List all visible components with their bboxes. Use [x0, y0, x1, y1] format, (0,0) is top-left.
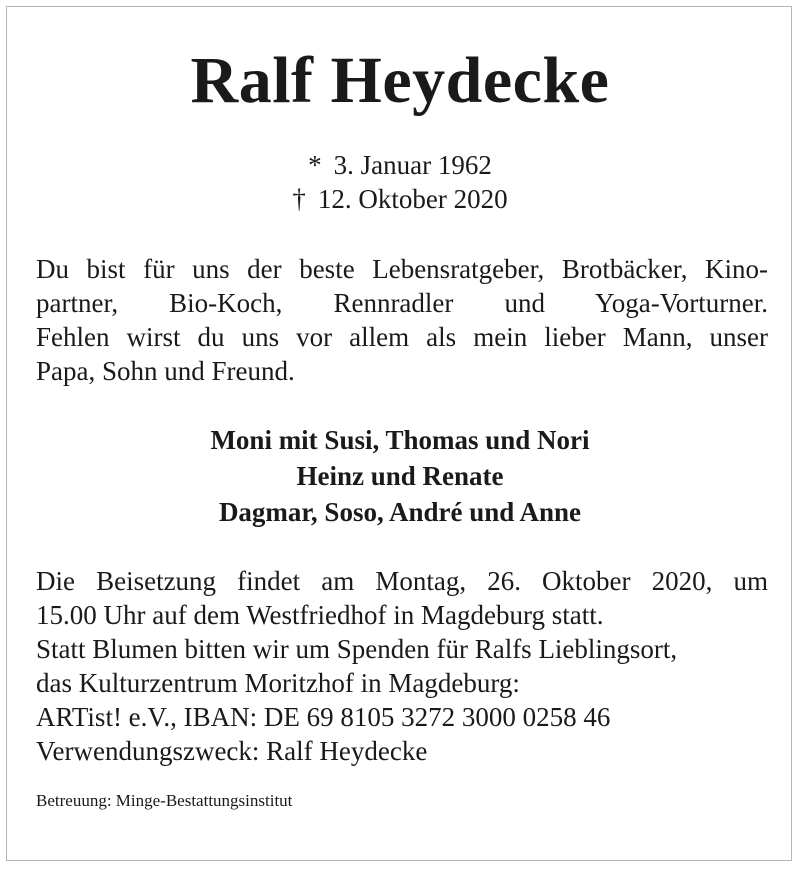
- funeral-line: 15.00 Uhr auf dem Westfriedhof in Magdeburg statt.: [36, 600, 604, 630]
- mourners-line: Moni mit Susi, Thomas und Nori: [210, 425, 590, 455]
- death-date: 12. Oktober 2020: [317, 184, 508, 214]
- mourners-line: Dagmar, Soso, André und Anne: [218, 497, 582, 527]
- tribute-line: Fehlen wirst du uns vor allem als mein lieber Mann, unser: [36, 322, 768, 352]
- mourners-line: Heinz und Renate: [296, 461, 504, 491]
- funeral-line: das Kulturzentrum Moritzhof in Magdeburg:: [36, 668, 520, 698]
- funeral-info: [36, 564, 768, 768]
- life-dates: [0, 148, 800, 216]
- donation-reference: Verwendungszweck: Ralf Heydecke: [36, 736, 428, 766]
- tribute-line: Papa, Sohn und Freund.: [36, 356, 295, 386]
- tribute-line: partner, Bio-Koch, Rennradler und Yoga-Vorturner.: [36, 288, 768, 318]
- birth-line: [0, 148, 800, 182]
- mourners-list: [0, 422, 800, 530]
- tribute-text: [36, 252, 768, 388]
- death-line: [0, 182, 800, 216]
- donation-iban: ARTist! e.V., IBAN: DE 69 8105 3272 3000 0258 46: [36, 702, 611, 732]
- birth-date: 3. Januar 1962: [333, 150, 492, 180]
- funeral-line: Statt Blumen bitten wir um Spenden für Ralfs Lieblingsort,: [36, 634, 678, 664]
- deceased-name: Ralf Heydecke: [190, 44, 610, 117]
- birth-star-icon: *: [308, 150, 322, 180]
- funeral-home-credit: Betreuung: Minge-Bestattungsinstitut: [36, 791, 293, 810]
- tribute-line: Du bist für uns der beste Lebensratgeber, Brotbäcker, Kino-: [36, 254, 768, 284]
- funeral-line: Die Beisetzung findet am Montag, 26. Oktober 2020, um: [36, 566, 768, 596]
- death-cross-icon: †: [292, 184, 306, 214]
